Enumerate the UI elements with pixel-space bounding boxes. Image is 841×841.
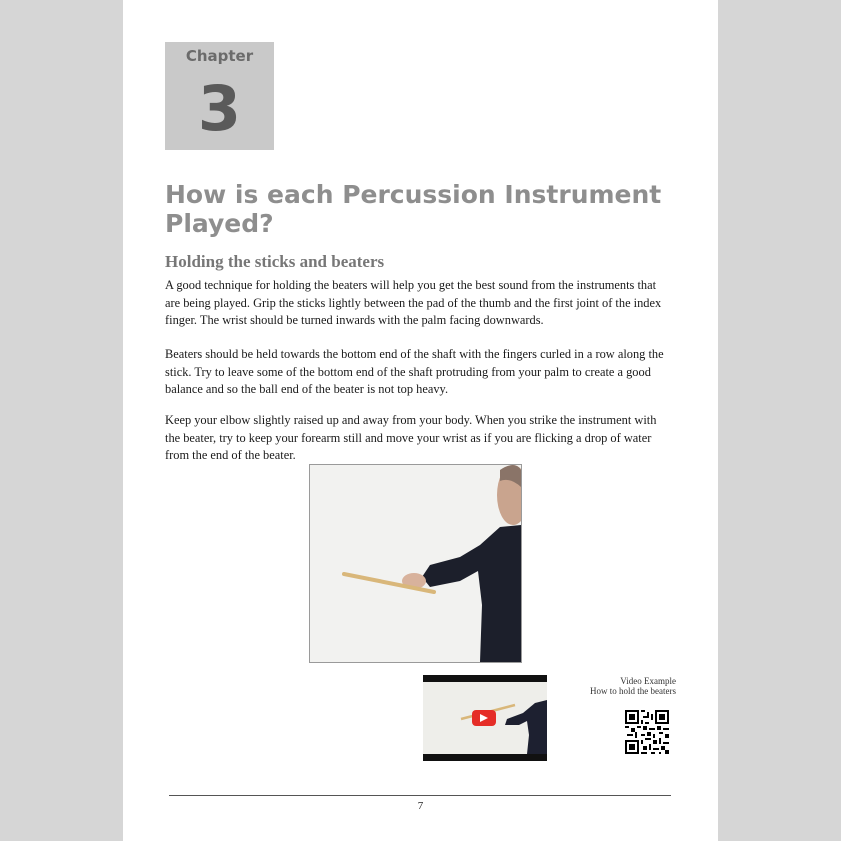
document-page <box>123 0 718 841</box>
chapter-number: 3 <box>197 72 242 145</box>
video-description: How to hold the beaters <box>590 686 676 696</box>
beater-technique-photo <box>309 464 522 663</box>
video-caption <box>590 676 676 696</box>
video-thumbnail[interactable] <box>423 675 547 761</box>
qr-code-icon[interactable] <box>625 710 669 754</box>
paragraph-beaters: Beaters should be held towards the bottom end of the shaft with the fingers curled in a row along the stick. Try to leave some of the bottom end of the shaft protruding from your palm to create a good balance and so the ball end of the beater is not top heavy. <box>165 347 664 396</box>
section-heading: Holding the sticks and beaters <box>165 252 385 271</box>
paragraph-elbow: Keep your elbow slightly raised up and away from your body. When you strike the instrument with the beater, try to keep your forearm still and move your wrist as if you are flicking a drop of water from the end of the beater. <box>165 413 657 462</box>
footer-divider <box>169 795 671 796</box>
chapter-label: Chapter <box>185 47 254 65</box>
paragraph-grip: A good technique for holding the beaters will help you get the best sound from the instruments that are being played. Grip the sticks lightly between the pad of the thumb and the first joint of the index finger. The wrist should be turned inwards with the palm facing downwards. <box>165 278 662 327</box>
chapter-title: How is each Percussion Instrument Played? <box>165 180 662 238</box>
page-number: 7 <box>417 800 424 812</box>
video-label: Video Example <box>620 676 676 686</box>
chapter-badge <box>165 42 274 150</box>
